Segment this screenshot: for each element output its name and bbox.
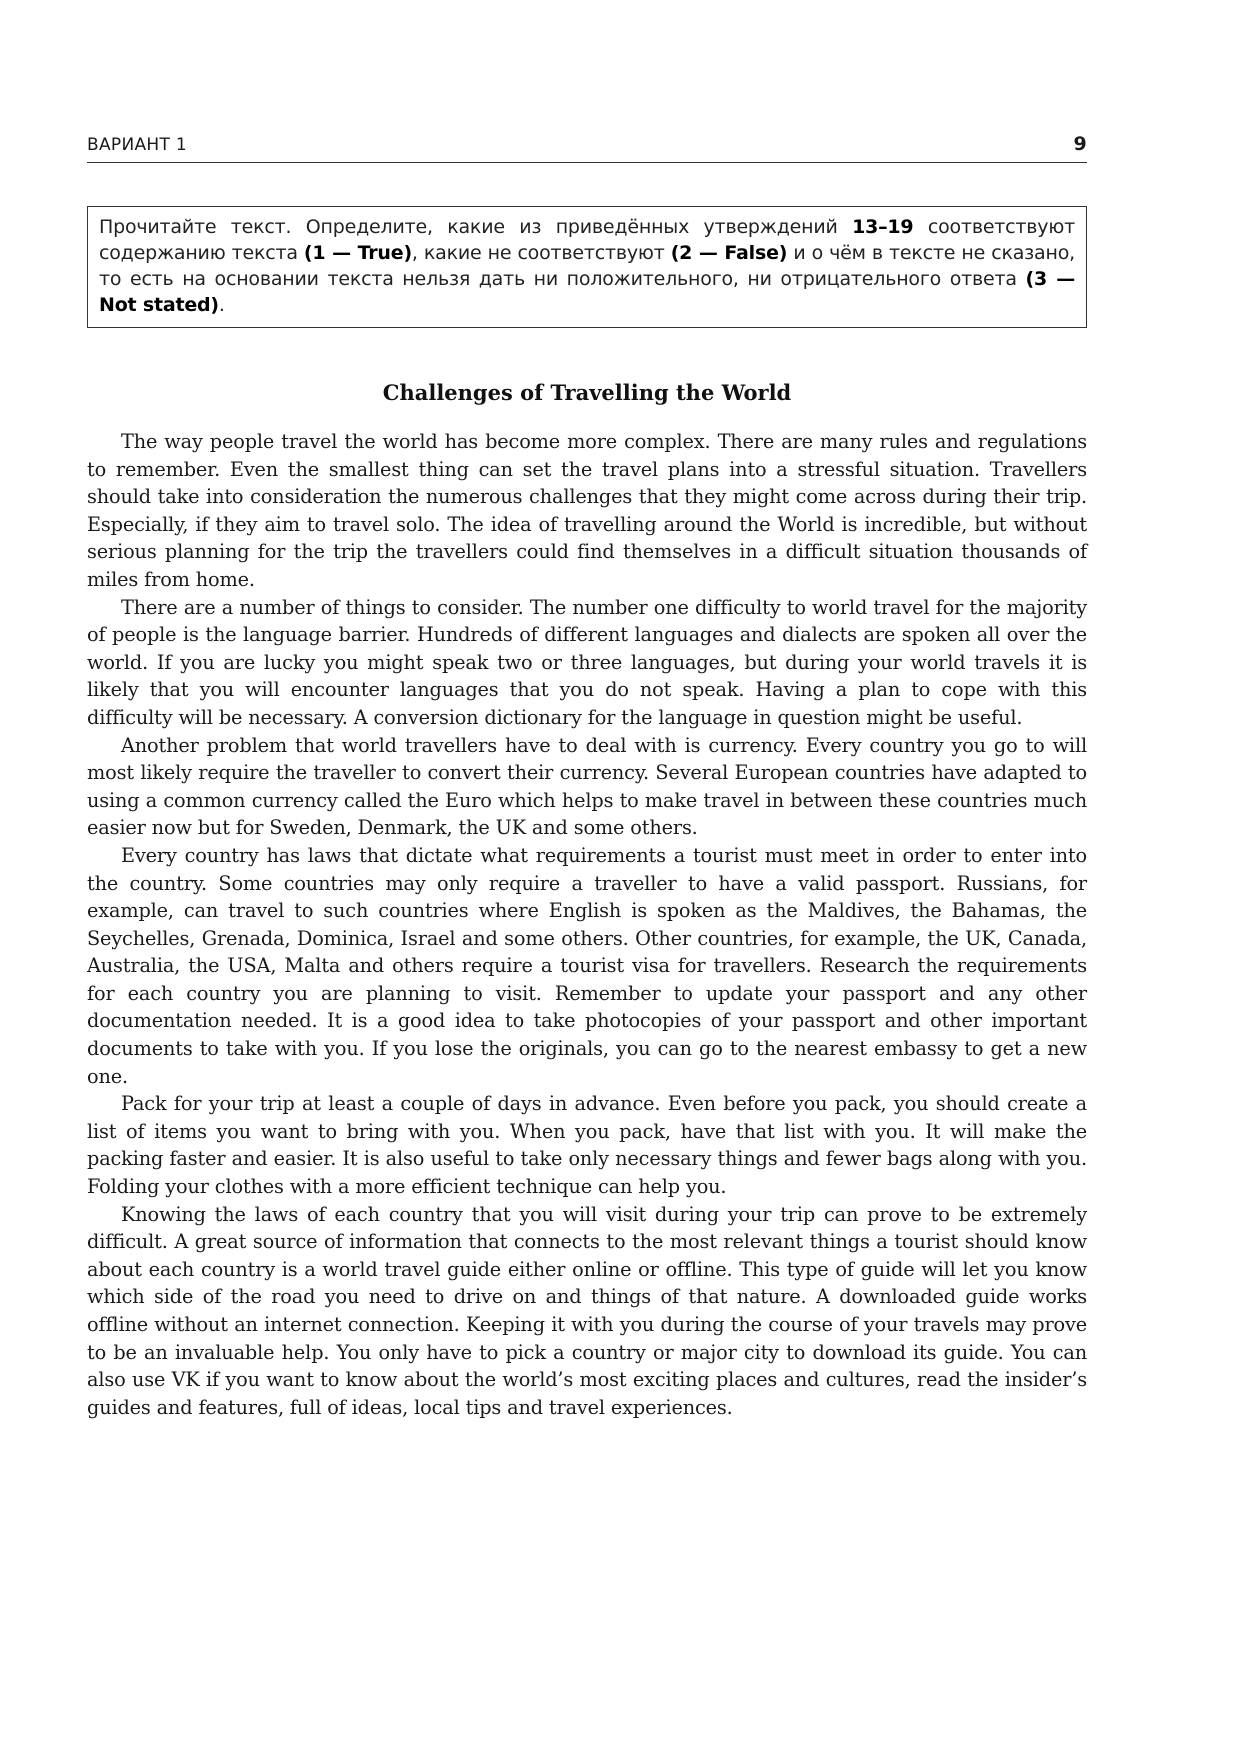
task-text-2: соответствуют содержанию текста: [99, 216, 1075, 264]
article-paragraph: Knowing the laws of each country that you will visit during your trip can prove to be extremely difficult. A great source of information that connects to the most relevant things a tourist should know about each country is a world travel guide either online or offline. This type of guide will let you know which side of the road you need to drive on and things of that nature. A downloaded guide works offline without an internet connection. Keeping it with you during the course of your travels may prove to be an invaluable help. You only have to pick a country or major city to download its guide. You can also use VK if you want to know about the world’s most exciting places and cultures, read the insider’s guides and features, full of ideas, local tips and travel experiences.: [87, 1202, 1087, 1419]
article-title: Challenges of Travelling the World: [382, 380, 792, 405]
article-paragraph: Pack for your trip at least a couple of days in advance. Even before you pack, you should create a list of items you want to bring with you. When you pack, have that list with you. It will make the packing faster and easier. It is also useful to take only necessary things and fewer bags along with you. Folding your clothes with a more efficient technique can help you.: [87, 1092, 1087, 1199]
task-option-true: (1 — True): [303, 242, 412, 264]
article-paragraph: Every country has laws that dictate what requirements a tourist must meet in order to enter into the country. Some countries may only require a traveller to have a valid passport. Russians, for example, can travel to such countries where English is spoken as the Maldives, the Bahamas, the Seychelles, Grenada, Dominica, Israel and some others. Other countries, for example, the UK, Canada, Australia, the USA, Malta and others require a tourist visa for travellers. Research the requirements for each country you are planning to visit. Remember to update your passport and any other documentation needed. It is a good idea to take photocopies of your passport and other important documents to take with you. If you lose the originals, you can go to the nearest embassy to get a new one.: [87, 843, 1087, 1088]
task-option-not-stated: (3 — Not stated): [99, 268, 1076, 316]
article-paragraph: There are a number of things to consider. The number one difficulty to world travel for the majority of people is the language barrier. Hundreds of different languages and dialects are spoken all over the world. If you are lucky you might speak two or three languages, but during your world travels it is likely that you will encounter languages that you do not speak. Having a plan to cope with this difficulty will be necessary. A conversion dictionary for the language in question might be useful.: [87, 595, 1087, 729]
article-paragraph: The way people travel the world has become more complex. There are many rules and regulations to remember. Even the smallest thing can set the travel plans into a stressful situation. Travellers should take into consideration the numerous challenges that they might come across during their trip. Especially, if they aim to travel solo. The idea of travelling around the World is incredible, but without serious planning for the trip the travellers could find themselves in a difficult situation thousands of miles from home.: [87, 430, 1087, 591]
task-text-4: и о чём в тексте не сказано, то есть на основании текста нельзя дать ни положительного, ни отрицательного ответа: [99, 242, 1075, 290]
article-paragraph: Another problem that world travellers have to deal with is currency. Every country you go to will most likely require the traveller to convert their currency. Several European countries have adapted to using a common currency called the Euro which helps to make travel in between these countries much easier now but for Sweden, Denmark, the UK and some others.: [87, 733, 1087, 840]
page-number: 9: [1073, 133, 1087, 155]
article-body: [87, 428, 1087, 1421]
header-rule: [87, 162, 1087, 163]
task-text-3: , какие не соответствуют: [411, 242, 671, 264]
variant-label: ВАРИАНТ 1: [87, 135, 187, 155]
task-text-5: .: [218, 294, 225, 316]
task-option-false: (2 — False): [670, 242, 788, 264]
task-items-range: 13–19: [852, 216, 914, 238]
task-text-1: Прочитайте текст. Определите, какие из приведённых утверждений: [99, 216, 853, 238]
running-header: [87, 133, 1087, 155]
task-instructions-box: [87, 206, 1087, 328]
